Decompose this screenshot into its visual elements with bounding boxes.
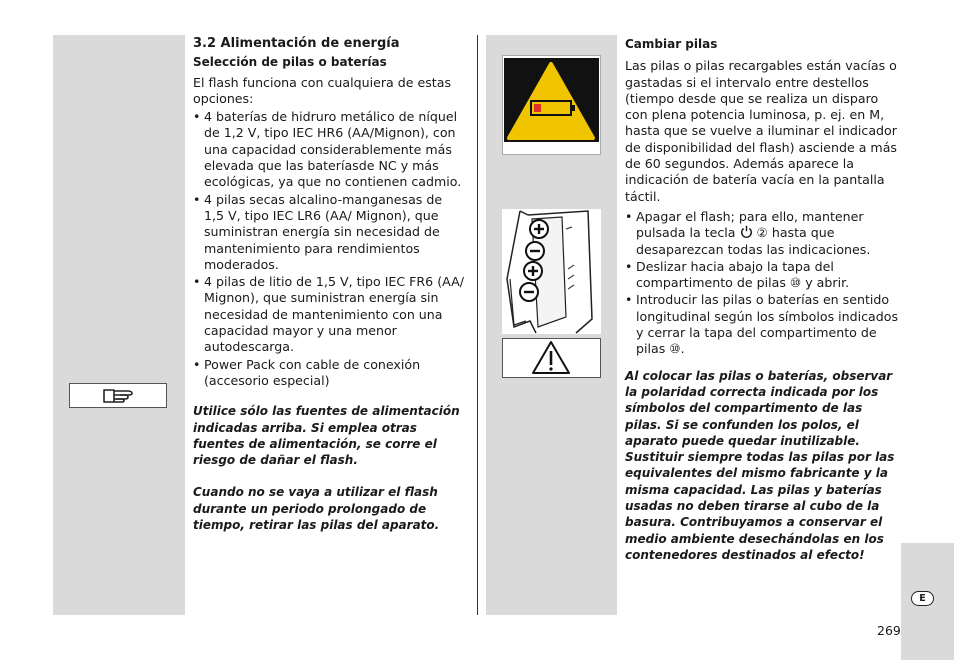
list-item: • 4 pilas de litio de 1,5 V, tipo IEC FR6 (AA/ Mignon), que suministran energía sin necesidad de mantenimiento con una capacidad mayor y una menor autodescarga.	[193, 274, 464, 355]
battery-warning-box	[502, 55, 601, 155]
section-title: 3.2 Alimentación de energía	[193, 36, 400, 51]
hand-pointing-icon	[70, 384, 166, 407]
power-icon	[740, 225, 753, 238]
list-item: • Power Pack con cable de conexión (accesorio especial)	[193, 356, 421, 388]
polarity-warning: Al colocar las pilas o baterías, observar la polaridad correcta indicada por los símbolos del compartimento de las pilas. Si se confunden los polos, el aparato puede quedar inutilizable. Sustituir siempre todas las pilas por las equivalentes del mismo fabricante y la misma capacidad. Las pilas y baterías usadas no deben tirarse al cubo de la basura. Contribuyamos a conservar el medio ambiente desechándolas en los contenedores destinados al efecto!	[625, 368, 895, 562]
right-column	[625, 36, 899, 563]
battery-compartment-icon	[502, 209, 601, 334]
battery-compartment-box	[502, 209, 601, 334]
list-item: • Introducir las pilas o baterías en sentido longitudinal según los símbolos indicados y cerrar la tapa del compartimento de pilas ⑩.	[625, 292, 899, 357]
exclamation-warning-box	[502, 338, 601, 378]
language-badge: E	[911, 591, 934, 606]
exclamation-triangle-icon	[503, 339, 600, 377]
hand-pointing-icon-box	[69, 383, 167, 408]
right-edge-tab	[901, 543, 954, 660]
subsection-title: Selección de pilas o baterías	[193, 55, 387, 70]
list-item: • Apagar el flash; para ello, mantener pulsada la tecla ② hasta que desaparezcan todas las indicaciones.	[625, 208, 871, 257]
list-item: • Deslizar hacia abajo la tapa del compartimento de pilas ⑩ y abrir.	[625, 258, 850, 291]
column-divider	[477, 35, 478, 615]
left-column	[193, 36, 465, 533]
battery-warning-icon	[503, 56, 600, 154]
note-power-sources: Utilice sólo las fuentes de alimentación indicadas arriba. Si emplea otras fuentes de alimentación, se corre el riesgo de dañar el flash.	[193, 404, 460, 468]
note-remove-batteries: Cuando no se vaya a utilizar el flash durante un periodo prolongado de tiempo, retirar las pilas del aparato.	[193, 485, 440, 533]
list-item: • 4 baterías de hidruro metálico de níquel de 1,2 V, tipo IEC HR6 (AA/Mignon), con una capacidad considerablemente más elevada que las bateríasde NC y más ecológicas, ya que no contienen cadmio.	[193, 109, 462, 190]
list-item: • 4 pilas secas alcalino-manganesas de 1,5 V, tipo IEC LR6 (AA/ Mignon), que suministran energía sin necesidad de mantenimiento para rendimientos moderados.	[193, 191, 443, 272]
intro-paragraph: Las pilas o pilas recargables están vacías o gastadas si el intervalo entre destellos (tiempo desde que se realiza un disparo con plena potencia luminosa, p. ej. en M, hasta que se vuelve a iluminar el indicador de disponibilidad del flash) asciende a más de 60 segundos. Además aparece la indicación de batería vacía en la pantalla táctil.	[625, 58, 897, 204]
left-sidebar	[53, 35, 185, 615]
subsection-title: Cambiar pilas	[625, 37, 718, 51]
middle-sidebar	[486, 35, 617, 615]
intro-paragraph: El flash funciona con cualquiera de estas opciones:	[193, 74, 452, 106]
page-number: 269	[877, 623, 901, 638]
